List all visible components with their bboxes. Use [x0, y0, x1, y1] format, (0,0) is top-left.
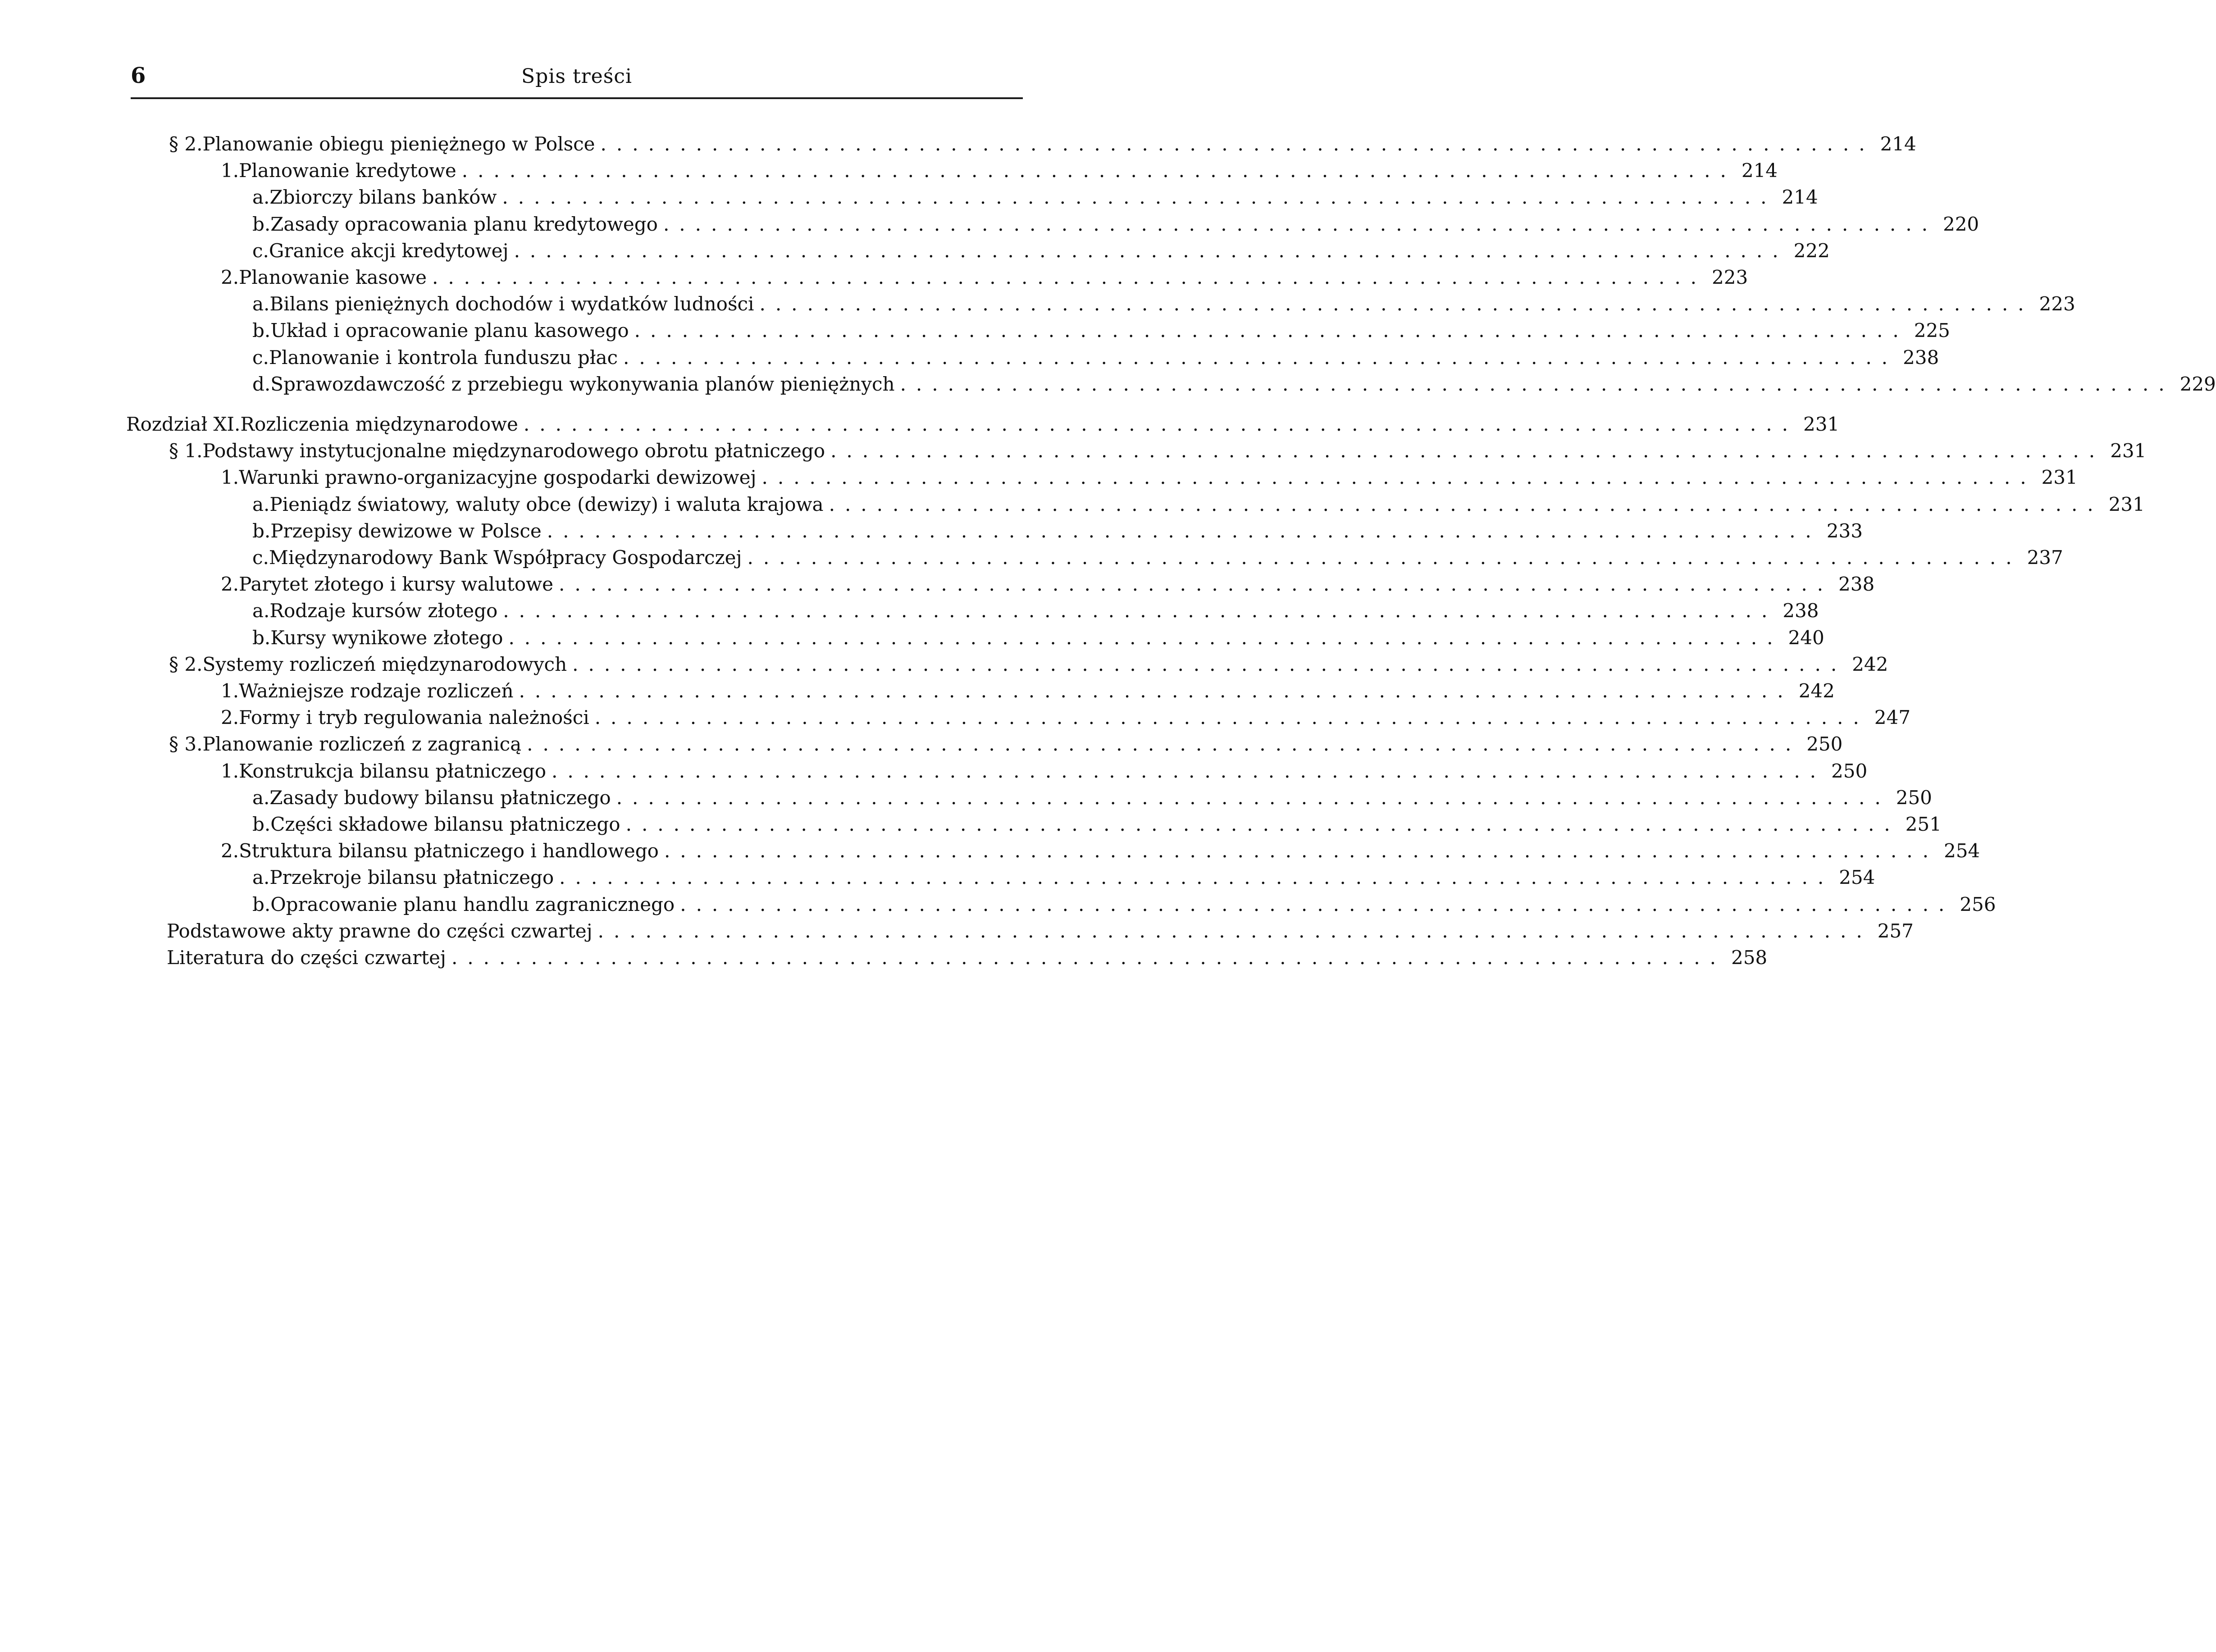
toc-entry-page: 242	[1798, 680, 1835, 702]
toc-entry-page: 214	[1741, 159, 1778, 182]
toc-entry	[169, 133, 1916, 160]
toc-leader-dots: ................................................................................	[508, 626, 1783, 649]
toc-entry	[221, 706, 1911, 733]
toc-entry-title: Literatura do części czwartej	[167, 947, 446, 969]
toc-entry-page: 237	[2027, 546, 2063, 569]
toc-entry-number: a.	[252, 186, 270, 209]
toc-entry-page: 231	[2110, 440, 2147, 462]
toc-entry-page: 222	[1793, 239, 1830, 262]
toc-entry-number: a.	[252, 293, 270, 315]
toc-leader-dots: ................................................................................	[664, 840, 1938, 862]
toc-entry	[252, 893, 1996, 920]
toc-leader-dots: ................................................................................	[558, 573, 1833, 596]
toc-entry-title: Planowanie rozliczeń z zagranicą	[202, 733, 522, 755]
toc-entry	[126, 413, 1840, 440]
toc-leader-dots: ................................................................................	[551, 760, 1826, 782]
toc-entry-number: b.	[252, 893, 271, 915]
page-number: 6	[131, 63, 146, 88]
toc-entry-title: Planowanie kasowe	[239, 266, 427, 288]
toc-entry-number: 1.	[221, 680, 239, 702]
toc-entry-page: 225	[1914, 319, 1950, 342]
toc-entry-title: Przepisy dewizowe w Polsce	[270, 519, 542, 542]
toc-entry	[252, 546, 2063, 573]
toc-entry-title: Przekroje bilansu płatniczego	[269, 866, 554, 889]
toc-entry-number: d.	[252, 373, 271, 395]
toc-entry-number: a.	[252, 493, 270, 515]
toc-entry	[221, 159, 1778, 187]
toc-entry	[252, 293, 2075, 320]
toc-leader-dots: ................................................................................	[502, 186, 1777, 209]
toc-entry-title: Systemy rozliczeń międzynarodowych	[202, 653, 567, 675]
toc-entry-number: § 2.	[169, 133, 203, 155]
toc-entry-title: Planowanie kredytowe	[239, 159, 456, 182]
toc-entry-page: 242	[1852, 653, 1888, 675]
toc-entry-title: Rodzaje kursów złotego	[269, 600, 498, 622]
toc-entry	[221, 573, 1875, 600]
toc-leader-dots: ................................................................................	[594, 706, 1869, 729]
toc-entry-page: 231	[2041, 466, 2078, 489]
toc-entry-number: Rozdział XI.	[126, 413, 241, 435]
toc-entry-number: b.	[252, 813, 271, 835]
toc-entry-number: b.	[252, 519, 271, 542]
toc-entry-page: 229	[2180, 373, 2216, 395]
toc-entry-title: Międzynarodowy Bank Współpracy Gospodarczej	[269, 546, 742, 569]
toc-entry-page: 238	[1903, 346, 1939, 369]
toc-leader-dots: ................................................................................	[461, 159, 1736, 182]
toc-entry-page: 223	[1712, 266, 1748, 288]
toc-entry-title: Podstawowe akty prawne do części czwartej	[167, 919, 593, 942]
toc-entry-title: Pieniądz światowy, waluty obce (dewizy) i waluta krajowa	[269, 493, 824, 515]
toc-entry-number: § 1.	[169, 440, 203, 462]
toc-entry	[252, 786, 1932, 814]
toc-leader-dots: ................................................................................	[616, 786, 1891, 809]
toc-entry-title: Podstawy instytucjonalne międzynarodowego obrotu płatniczego	[202, 440, 825, 462]
toc-leader-dots: ................................................................................	[829, 493, 2103, 515]
toc-entry-page: 220	[1942, 213, 1979, 235]
toc-entry	[169, 653, 1888, 680]
toc-entry-number: c.	[252, 546, 269, 569]
toc-leader-dots: ................................................................................	[547, 519, 1821, 542]
toc-entry-title: Opracowanie planu handlu zagranicznego	[270, 893, 675, 915]
toc-entry-number: 2.	[221, 573, 239, 596]
toc-entry	[221, 840, 1980, 867]
toc-entry-page: 254	[1839, 866, 1875, 889]
toc-entry-title: Struktura bilansu płatniczego i handlowego	[239, 840, 659, 862]
toc-entry-title: Bilans pieniężnych dochodów i wydatków ludności	[269, 293, 754, 315]
toc-entry	[252, 346, 1939, 373]
toc-leader-dots: ................................................................................	[523, 413, 1798, 435]
toc-entry	[221, 266, 1748, 293]
toc-entry-page: 214	[1880, 133, 1916, 155]
toc-entry-title: Części składowe bilansu płatniczego	[270, 813, 620, 835]
toc-leader-dots: ................................................................................	[597, 919, 1872, 942]
toc-entry-title: Granice akcji kredytowej	[269, 239, 509, 262]
toc-entry-number: b.	[252, 319, 271, 342]
toc-entry-page: 231	[2108, 493, 2145, 515]
toc-leader-dots: ................................................................................	[527, 733, 1801, 755]
toc-entry	[252, 813, 1942, 840]
toc-entry-title: Sprawozdawczość z przebiegu wykonywania planów pieniężnych	[270, 373, 895, 395]
toc-entry-number: a.	[252, 600, 270, 622]
toc-entry-number: 2.	[221, 840, 239, 862]
toc-leader-dots: ................................................................................	[663, 213, 1938, 235]
toc-entry-page: 233	[1826, 519, 1863, 542]
toc-leader-dots: ................................................................................	[600, 133, 1875, 155]
toc-entry-number: 1.	[221, 760, 239, 782]
toc-entry-page: 257	[1877, 919, 1914, 942]
toc-entry	[252, 319, 1950, 346]
toc-leader-dots: ................................................................................	[900, 373, 2175, 395]
toc-entry-page: 254	[1943, 840, 1980, 862]
toc-entry-number: 1.	[221, 159, 239, 182]
toc-leader-dots: ................................................................................	[759, 293, 2034, 315]
toc-leader-dots: ................................................................................	[559, 866, 1834, 889]
toc-entry-title: Zasady opracowania planu kredytowego	[270, 213, 658, 235]
toc-entry	[252, 493, 2145, 520]
toc-leader-dots: ................................................................................	[432, 266, 1707, 288]
toc-entry-number: § 2.	[169, 653, 203, 675]
toc-entry	[167, 919, 1914, 947]
toc-entry	[252, 373, 2216, 400]
toc-entry-number: 2.	[221, 266, 239, 288]
toc-entry-page: 240	[1788, 626, 1824, 649]
toc-entry-title: Planowanie i kontrola funduszu płac	[269, 346, 618, 369]
toc-entry-title: Parytet złotego i kursy walutowe	[239, 573, 553, 596]
toc-entry-number: c.	[252, 346, 269, 369]
toc-entry	[221, 680, 1835, 707]
running-title: Spis treści	[521, 65, 632, 88]
toc-entry-title: Układ i opracowanie planu kasowego	[270, 319, 629, 342]
toc-leader-dots: ................................................................................	[503, 600, 1778, 622]
toc-leader-dots: ................................................................................	[519, 680, 1793, 702]
toc-entry-title: Zbiorczy bilans banków	[269, 186, 497, 209]
toc-entry-title: Warunki prawno-organizacyjne gospodarki dewizowej	[239, 466, 757, 489]
toc-entry-page: 256	[1960, 893, 1996, 915]
toc-entry	[169, 733, 1843, 760]
toc-entry-page: 250	[1896, 786, 1932, 809]
toc-entry-number: a.	[252, 786, 270, 809]
toc-entry	[252, 519, 1863, 547]
toc-entry-page: 251	[1905, 813, 1942, 835]
toc-entry-page: 214	[1782, 186, 1818, 209]
toc-entry-page: 238	[1838, 573, 1875, 596]
toc-entry-number: b.	[252, 213, 271, 235]
toc-entry	[252, 186, 1818, 213]
toc-leader-dots: ................................................................................	[747, 546, 2022, 569]
toc-leader-dots: ................................................................................	[761, 466, 2036, 489]
toc-entry-number: § 3.	[169, 733, 203, 755]
toc-entry	[221, 760, 1868, 787]
toc-entry	[252, 239, 1830, 267]
toc-entry-page: 247	[1874, 706, 1911, 729]
toc-entry-title: Planowanie obiegu pieniężnego w Polsce	[202, 133, 595, 155]
toc-entry	[169, 440, 2147, 467]
toc-entry-number: a.	[252, 866, 270, 889]
toc-leader-dots: ................................................................................	[625, 813, 1900, 835]
toc-leader-dots: ................................................................................	[572, 653, 1847, 675]
toc-entry	[221, 466, 2078, 493]
toc-leader-dots: ................................................................................	[830, 440, 2105, 462]
toc-entry-page: 250	[1831, 760, 1868, 782]
toc-entry-title: Ważniejsze rodzaje rozliczeń	[239, 680, 514, 702]
toc-entry-number: b.	[252, 626, 271, 649]
toc-entry-title: Zasady budowy bilansu płatniczego	[269, 786, 611, 809]
toc-leader-dots: ................................................................................	[623, 346, 1898, 369]
toc-entry-title: Konstrukcja bilansu płatniczego	[239, 760, 546, 782]
toc-entry-title: Formy i tryb regulowania należności	[239, 706, 589, 729]
toc-entry-page: 258	[1731, 947, 1768, 969]
toc-entry	[252, 213, 1979, 240]
toc-entry-title: Kursy wynikowe złotego	[270, 626, 503, 649]
toc-entry	[252, 866, 1875, 893]
toc-entry-number: 1.	[221, 466, 239, 489]
toc-entry	[252, 626, 1824, 654]
toc-entry-page: 223	[2039, 293, 2075, 315]
toc-leader-dots: ................................................................................	[451, 947, 1726, 969]
toc-leader-dots: ................................................................................	[680, 893, 1955, 915]
toc-entry-page: 250	[1806, 733, 1843, 755]
toc-leader-dots: ................................................................................	[634, 319, 1909, 342]
toc-entry-title: Rozliczenia międzynarodowe	[240, 413, 518, 435]
toc-entry	[167, 947, 1768, 974]
toc-leader-dots: ................................................................................	[514, 239, 1788, 262]
toc-entry-page: 238	[1783, 600, 1819, 622]
toc-entry-number: 2.	[221, 706, 239, 729]
toc-entry-page: 231	[1803, 413, 1840, 435]
toc-entry-number: c.	[252, 239, 269, 262]
toc-entry	[252, 600, 1819, 627]
